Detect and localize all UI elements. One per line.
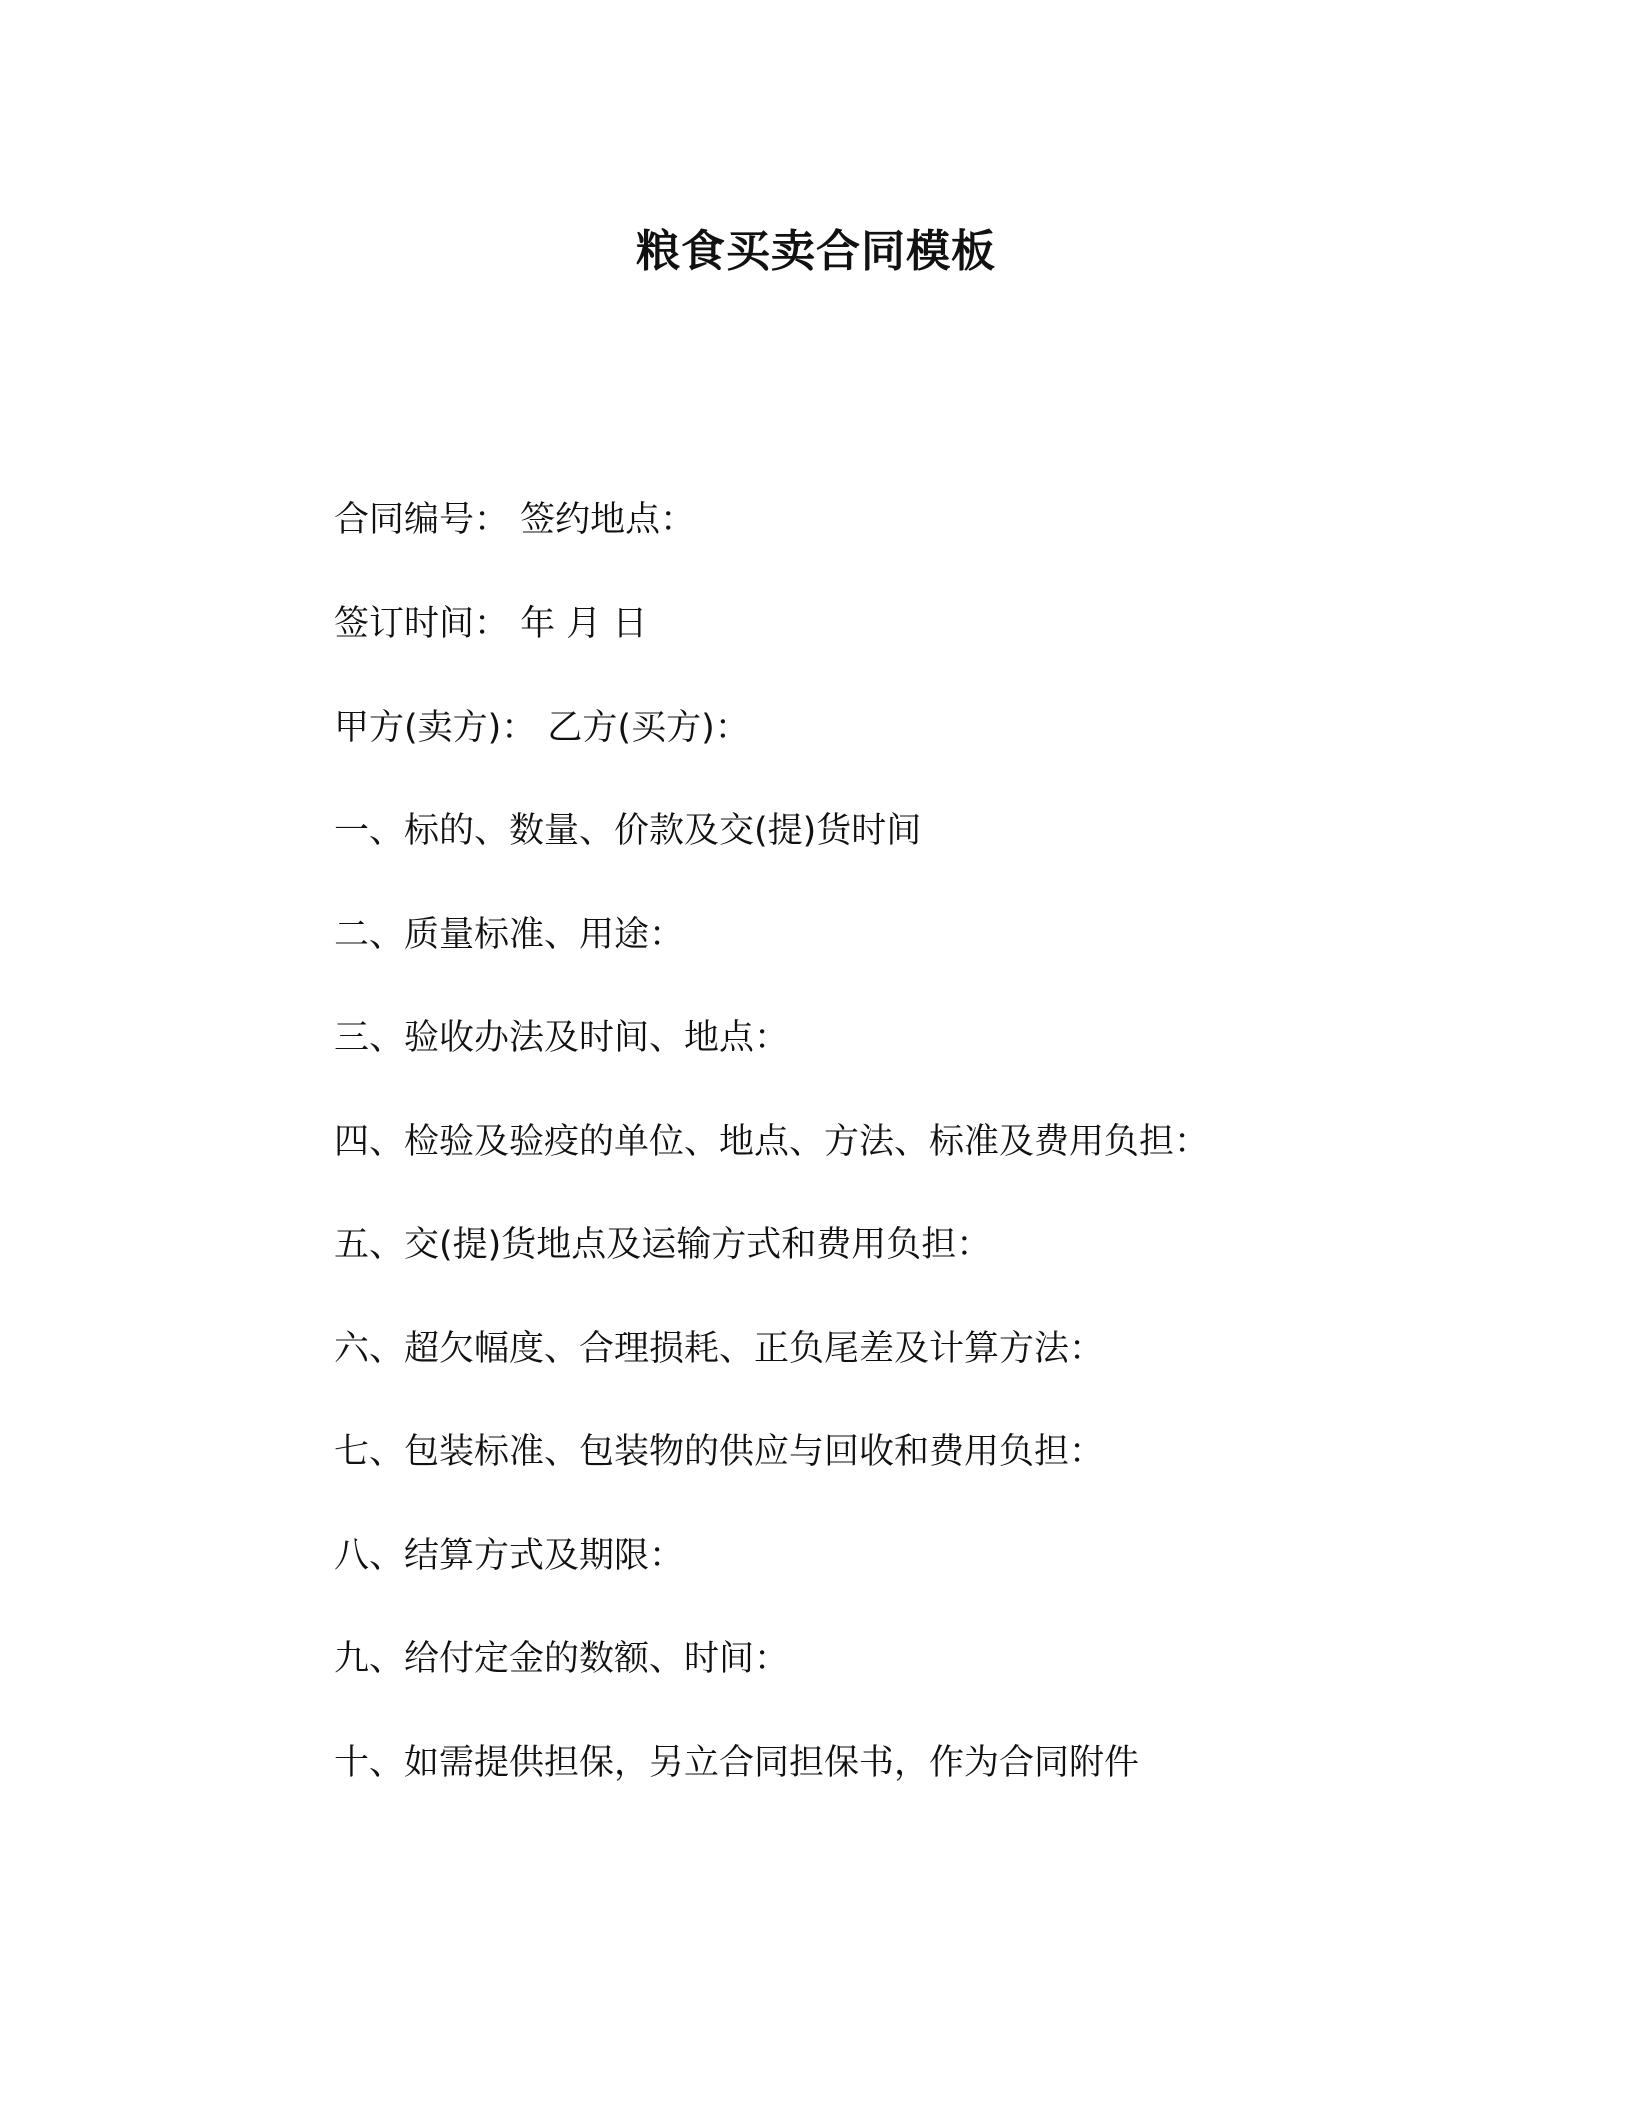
clause-2: 二、质量标准、用途： xyxy=(334,915,685,955)
clause-8: 八、结算方式及期限： xyxy=(334,1536,685,1576)
sign-date-line: 签订时间： 年 月 日 xyxy=(334,604,648,644)
clause-5: 五、交(提)货地点及运输方式和费用负担： xyxy=(334,1225,992,1265)
clause-4: 四、检验及验疫的单位、地点、方法、标准及费用负担： xyxy=(334,1122,1210,1162)
contract-number-and-place-line: 合同编号： 签约地点： xyxy=(334,500,696,540)
clause-1: 一、标的、数量、价款及交(提)货时间 xyxy=(334,811,922,851)
clause-3: 三、验收办法及时间、地点： xyxy=(334,1018,790,1058)
parties-line: 甲方(卖方)： 乙方(买方)： xyxy=(334,708,750,748)
document-title: 粮食买卖合同模板 xyxy=(636,226,996,277)
clause-6: 六、超欠幅度、合理损耗、正负尾差及计算方法： xyxy=(334,1329,1105,1369)
clause-10: 十、如需提供担保，另立合同担保书，作为合同附件 xyxy=(334,1743,1140,1783)
clause-7: 七、包装标准、包装物的供应与回收和费用负担： xyxy=(334,1432,1105,1472)
clause-9: 九、给付定金的数额、时间： xyxy=(334,1639,790,1679)
